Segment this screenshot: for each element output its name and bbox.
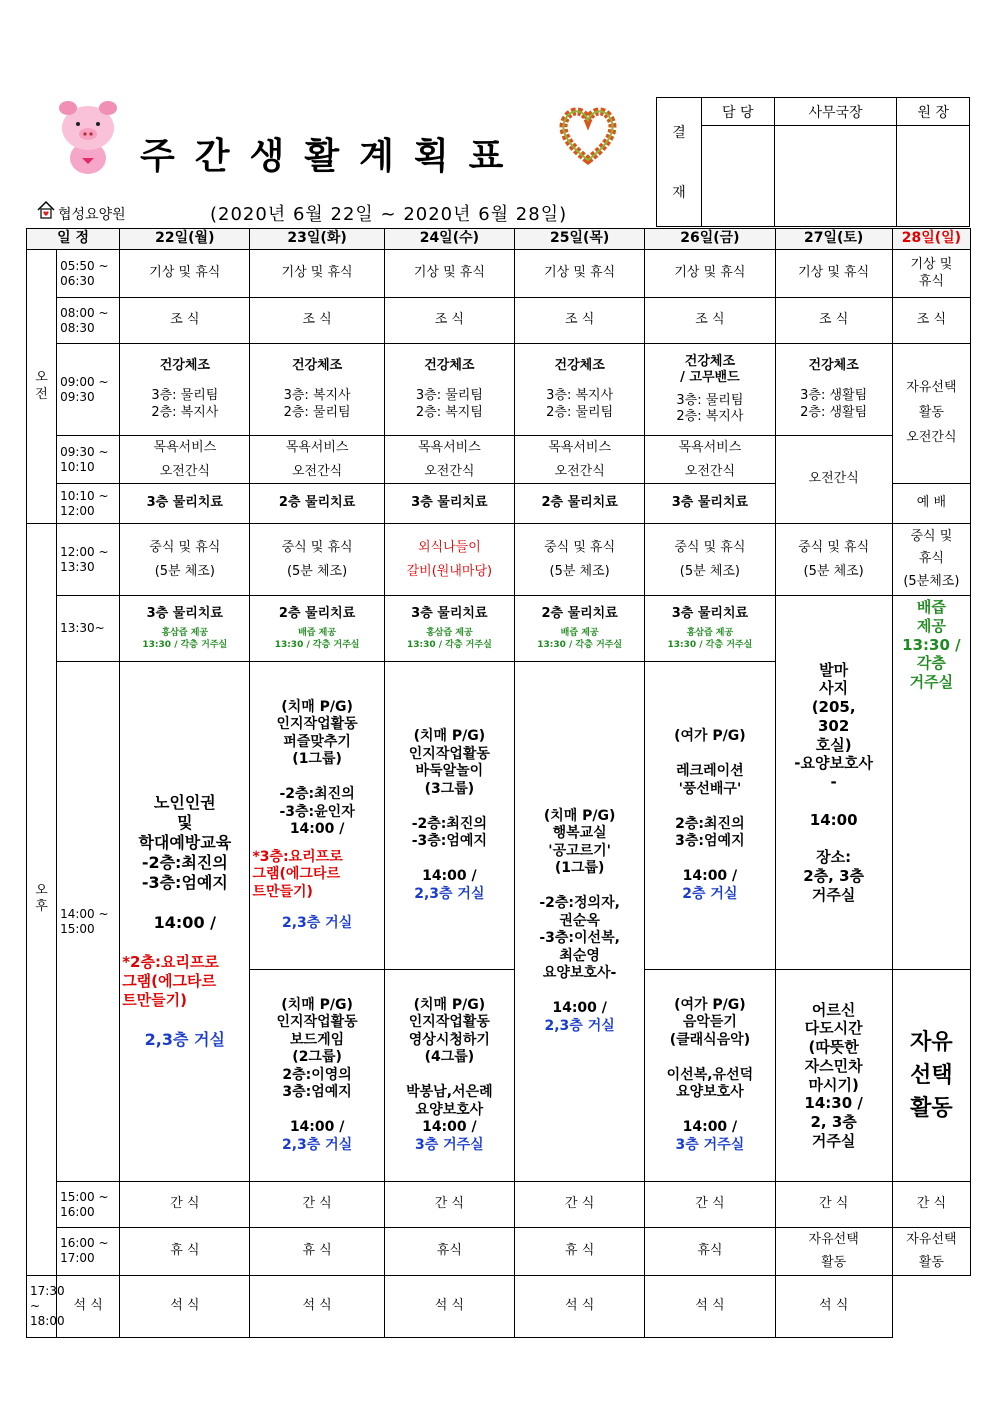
cell: 2층 물리치료 배즙 제공 13:30 / 각층 거주실 xyxy=(250,596,384,662)
pm-label: 오 후 xyxy=(27,524,57,1276)
time-cell: 09:30 ~ 10:10 xyxy=(57,436,120,484)
cell: 예 배 xyxy=(892,484,970,524)
cell: 조 식 xyxy=(515,298,645,344)
approval-sign-director[interactable] xyxy=(897,126,970,227)
cell: 기상 및 휴식 xyxy=(515,250,645,298)
cell: 목욕서비스 오전간식 xyxy=(384,436,514,484)
day-header: 24일(수) xyxy=(384,229,514,250)
cell: 석 식 xyxy=(120,1275,250,1337)
cell: 간 식 xyxy=(120,1182,250,1228)
cell: 중식 및 휴식 (5분 체조) xyxy=(250,524,384,596)
page-title: 주간생활계획표 xyxy=(140,136,524,177)
cell: 간 식 xyxy=(645,1182,775,1228)
time-cell: 13:30~ xyxy=(57,596,120,662)
cell-sunday-free: 자유 선택 활동 xyxy=(892,970,970,1182)
heart-wreath-image xyxy=(560,104,616,164)
row-therapy-pm xyxy=(27,596,971,662)
cell: 2층 물리치료 배즙 제공 13:30 / 각층 거주실 xyxy=(515,596,645,662)
cell: 석 식 xyxy=(384,1275,514,1337)
time-cell: 09:00 ~ 09:30 xyxy=(57,344,120,436)
cell-outing: 외식나들이 갈비(원내마당) xyxy=(384,524,514,596)
approval-col-staff: 담 당 xyxy=(702,98,775,126)
schedule-table xyxy=(26,228,971,1338)
cell: 중식 및 휴식 (5분 체조) xyxy=(515,524,645,596)
cell: 자유선택 활동 xyxy=(892,1228,970,1276)
period-range: (2020년 6월 22일 ~ 2020년 6월 28일) xyxy=(210,204,568,225)
cell: 휴 식 xyxy=(250,1228,384,1276)
cell: 조 식 xyxy=(384,298,514,344)
cell: 석 식 xyxy=(57,1275,120,1337)
cell: 석 식 xyxy=(250,1275,384,1337)
cell-thursday-program: (치매 P/G) 행복교실 '공고르기' (1그룹) -2층:정의자, 권순옥 -3층:이선복, 최순영 요양보호사- 14:00 / 2,3층 거실 xyxy=(515,662,645,1182)
cell-tea-time: 어르신 다도시간 (따뜻한 자스민차 마시기) 14:30 / 2, 3층 거주실 xyxy=(775,970,892,1182)
row-wake xyxy=(27,250,971,298)
day-header: 22일(월) xyxy=(120,229,250,250)
org-name: 협성요양원 xyxy=(58,207,126,223)
cell: 건강체조 3층: 물리팀 2층: 복지사 xyxy=(120,344,250,436)
approval-col-director: 원 장 xyxy=(897,98,970,126)
cell: 3층 물리치료 xyxy=(120,484,250,524)
row-lunch xyxy=(27,524,971,596)
cell: 오전간식 xyxy=(775,436,892,524)
cell: 목욕서비스 오전간식 xyxy=(515,436,645,484)
approval-sign-staff[interactable] xyxy=(702,126,775,227)
time-cell: 12:00 ~ 13:30 xyxy=(57,524,120,596)
cell: 휴 식 xyxy=(515,1228,645,1276)
cell-sunday-drink: 배즙 제공 13:30 / 각층 거주실 xyxy=(892,596,970,970)
cell: 조 식 xyxy=(645,298,775,344)
cell-friday-program-2: (여가 P/G) 음악듣기 (클래식음악) 이선복,유선덕 요양보호사 14:00 / 3층 거주실 xyxy=(645,970,775,1182)
am-label: 오 전 xyxy=(27,250,57,524)
cell: 기상 및 휴식 xyxy=(645,250,775,298)
cell: 간 식 xyxy=(775,1182,892,1228)
cell: 3층 물리치료 xyxy=(645,484,775,524)
cell: 석 식 xyxy=(515,1275,645,1337)
cell: 목욕서비스 오전간식 xyxy=(120,436,250,484)
cell: 3층 물리치료 홍삼즙 제공 13:30 / 각층 거주실 xyxy=(384,596,514,662)
cell-monday-program: 노인인권 및 학대예방교육 -2층:최진의 -3층:엄예지 14:00 / *2층:요리프로 그램(에그타르 트만들기) 2,3층 거실 xyxy=(120,662,250,1182)
cell: 간 식 xyxy=(250,1182,384,1228)
cell: 기상 및 휴식 xyxy=(250,250,384,298)
day-header: 23일(화) xyxy=(250,229,384,250)
row-dinner xyxy=(27,1275,971,1337)
cell: 간 식 xyxy=(892,1182,970,1228)
cell-foot-massage: 발마 사지 (205, 302 호실) -요양보호사 - 14:00 장소: 2층, 3층 거주실 xyxy=(775,596,892,970)
cell: 자유선택 활동 오전간식 xyxy=(892,344,970,484)
day-header: 27일(토) xyxy=(775,229,892,250)
time-cell: 08:00 ~ 08:30 xyxy=(57,298,120,344)
time-cell: 16:00 ~ 17:00 xyxy=(57,1228,120,1276)
cell-wednesday-program-1: (치매 P/G) 인지작업활동 바둑알놀이 (3그룹) -2층:최진의 -3층:엄예지 14:00 / 2,3층 거실 xyxy=(384,662,514,970)
approval-box xyxy=(656,97,970,227)
cell: 조 식 xyxy=(892,298,970,344)
cell-tuesday-program-2: (치매 P/G) 인지작업활동 보드게임 (2그룹) 2층:이영의 3층:엄예지 14:00 / 2,3층 거실 xyxy=(250,970,384,1182)
cell: 자유선택 활동 xyxy=(775,1228,892,1276)
cell: 간 식 xyxy=(384,1182,514,1228)
cell: 목욕서비스 오전간식 xyxy=(250,436,384,484)
row-breakfast xyxy=(27,298,971,344)
cell: 건강체조 3층: 복지사 2층: 물리팀 xyxy=(250,344,384,436)
approval-side-label: 결 재 xyxy=(657,98,702,227)
approval-col-manager: 사무국장 xyxy=(774,98,897,126)
cell: 휴 식 xyxy=(120,1228,250,1276)
cell: 3층 물리치료 홍삼즙 제공 13:30 / 각층 거주실 xyxy=(645,596,775,662)
row-snack xyxy=(27,1182,971,1228)
cell: 목욕서비스 오전간식 xyxy=(645,436,775,484)
cell: 건강체조 / 고무밴드 3층: 물리팀 2층: 복지사 xyxy=(645,344,775,436)
cell: 기상 및 휴식 xyxy=(892,250,970,298)
cell: 조 식 xyxy=(120,298,250,344)
cell-wednesday-program-2: (치매 P/G) 인지작업활동 영상시청하기 (4그룹) 박봉남,서은례 요양보호사 14:00 / 3층 거주실 xyxy=(384,970,514,1182)
cell: 석 식 xyxy=(775,1275,892,1337)
row-rest xyxy=(27,1228,971,1276)
cell: 건강체조 3층: 물리팀 2층: 복지팀 xyxy=(384,344,514,436)
cell: 기상 및 휴식 xyxy=(120,250,250,298)
cell: 중식 및 휴식 (5분체조) xyxy=(892,524,970,596)
time-cell: 15:00 ~ 16:00 xyxy=(57,1182,120,1228)
cell-friday-program-1: (여가 P/G) 레크레이션 '풍선배구' 2층:최진의 3층:엄예지 14:00 / 2층 거실 xyxy=(645,662,775,970)
cell: 조 식 xyxy=(775,298,892,344)
house-logo-icon xyxy=(36,200,56,220)
time-cell: 14:00 ~ 15:00 xyxy=(57,662,120,1182)
cell: 기상 및 휴식 xyxy=(384,250,514,298)
approval-sign-manager[interactable] xyxy=(774,126,897,227)
cell: 3층 물리치료 xyxy=(384,484,514,524)
cell: 석 식 xyxy=(645,1275,775,1337)
time-cell: 10:10 ~ 12:00 xyxy=(57,484,120,524)
row-bath xyxy=(27,436,971,484)
header-row xyxy=(27,229,971,250)
cell: 2층 물리치료 xyxy=(250,484,384,524)
cell: 중식 및 휴식 (5분 체조) xyxy=(775,524,892,596)
time-cell: 17:30 ~ 18:00 xyxy=(27,1275,57,1337)
cell: 휴식 xyxy=(384,1228,514,1276)
header-label: 일 정 xyxy=(27,229,120,250)
day-header-sunday: 28일(일) xyxy=(892,229,970,250)
row-exercise xyxy=(27,344,971,436)
pig-mascot-image xyxy=(54,98,122,178)
day-header: 26일(금) xyxy=(645,229,775,250)
cell: 중식 및 휴식 (5분 체조) xyxy=(645,524,775,596)
time-cell: 05:50 ~ 06:30 xyxy=(57,250,120,298)
cell: 건강체조 3층: 생활팀 2층: 생활팀 xyxy=(775,344,892,436)
cell: 중식 및 휴식 (5분 체조) xyxy=(120,524,250,596)
cell: 건강체조 3층: 복지사 2층: 물리팀 xyxy=(515,344,645,436)
cell: 기상 및 휴식 xyxy=(775,250,892,298)
cell: 3층 물리치료 홍삼즙 제공 13:30 / 각층 거주실 xyxy=(120,596,250,662)
cell-tuesday-program-1: (치매 P/G) 인지작업활동 퍼즐맞추기 (1그룹) -2층:최진의 -3층:윤인자 14:00 / *3층:요리프로 그램(에그타르 트만들기) 2,3층 거실 xyxy=(250,662,384,970)
day-header: 25일(목) xyxy=(515,229,645,250)
cell: 휴식 xyxy=(645,1228,775,1276)
cell: 조 식 xyxy=(250,298,384,344)
cell: 간 식 xyxy=(515,1182,645,1228)
cell: 2층 물리치료 xyxy=(515,484,645,524)
